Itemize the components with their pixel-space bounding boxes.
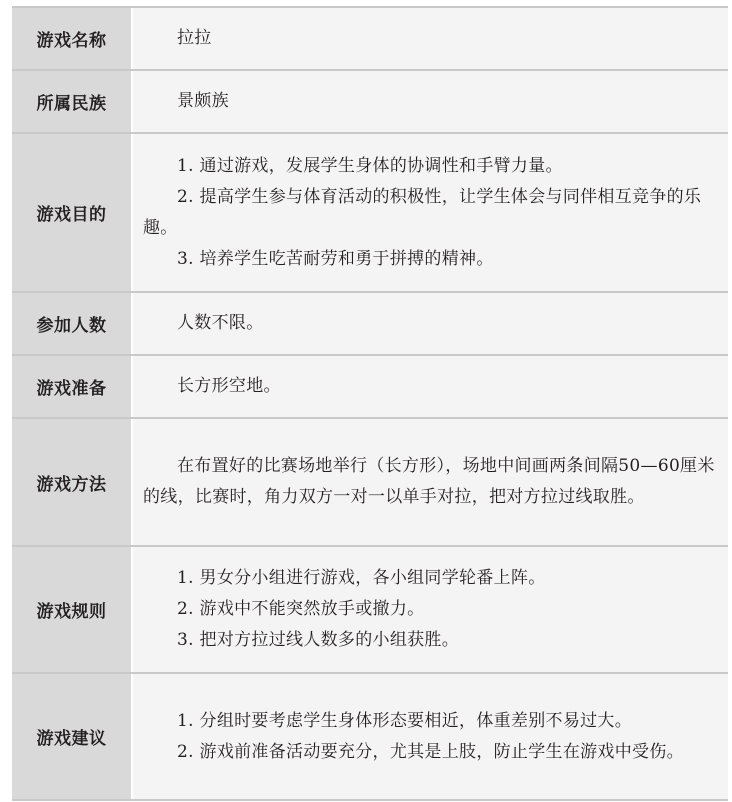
label-cell [12, 8, 133, 69]
content-cell [133, 547, 728, 672]
row-game-advice [12, 674, 728, 801]
label-cell [12, 293, 133, 354]
label-cell [12, 674, 133, 799]
rule-item: 1. 男女分小组进行游戏，各小组同学轮番上阵。 [177, 568, 546, 588]
row-label: 游戏规则 [36, 602, 107, 622]
row-label: 游戏方法 [36, 474, 107, 495]
content-cell [133, 419, 728, 545]
row-label: 所属民族 [36, 94, 107, 114]
row-game-rules [12, 547, 728, 674]
content-cell [133, 71, 728, 132]
content-cell [133, 674, 728, 799]
content-cell [133, 293, 728, 354]
row-label: 参加人数 [36, 316, 107, 336]
row-participants [12, 293, 728, 356]
label-cell [12, 71, 133, 132]
purpose-item: 2. 提高学生参与体育活动的积极性，让学生体会与同伴相互竞争的乐趣。 [143, 186, 702, 238]
method-text: 在布置好的比赛场地举行（长方形），场地中间画两条间隔50—60厘米的线，比赛时，角力双方一对一以单手对拉，把对方拉过线取胜。 [143, 456, 715, 507]
game-name-value: 拉拉 [177, 28, 212, 48]
row-ethnic-group [12, 71, 728, 134]
participants-value: 人数不限。 [177, 313, 264, 333]
purpose-item: 1. 通过游戏，发展学生身体的协调性和手臂力量。 [177, 155, 563, 176]
rule-item: 3. 把对方拉过线人数多的小组获胜。 [177, 630, 460, 650]
advice-item: 1. 分组时要考虑学生身体形态要相近，体重差别不易过大。 [177, 710, 633, 731]
row-preparation [12, 356, 728, 419]
advice-item: 2. 游戏前准备活动要充分，尤其是上肢，防止学生在游戏中受伤。 [177, 741, 684, 762]
label-cell [12, 419, 133, 545]
label-cell [12, 134, 133, 291]
row-label: 游戏名称 [36, 31, 107, 51]
content-cell [133, 8, 728, 69]
purpose-item: 3. 培养学生吃苦耐劳和勇于拼搏的精神。 [177, 248, 494, 269]
row-game-name [12, 8, 728, 71]
label-cell [12, 356, 133, 417]
row-game-method [12, 419, 728, 547]
content-cell [133, 356, 728, 417]
ethnic-group-value: 景颇族 [177, 91, 229, 111]
row-label: 游戏准备 [36, 379, 107, 399]
label-cell [12, 547, 133, 672]
row-game-purpose [12, 134, 728, 293]
content-cell [133, 134, 728, 291]
row-label: 游戏目的 [36, 205, 107, 225]
row-label: 游戏建议 [36, 729, 107, 749]
rule-item: 2. 游戏中不能突然放手或撤力。 [177, 599, 425, 619]
preparation-value: 长方形空地。 [177, 376, 281, 396]
game-info-table [12, 6, 728, 801]
